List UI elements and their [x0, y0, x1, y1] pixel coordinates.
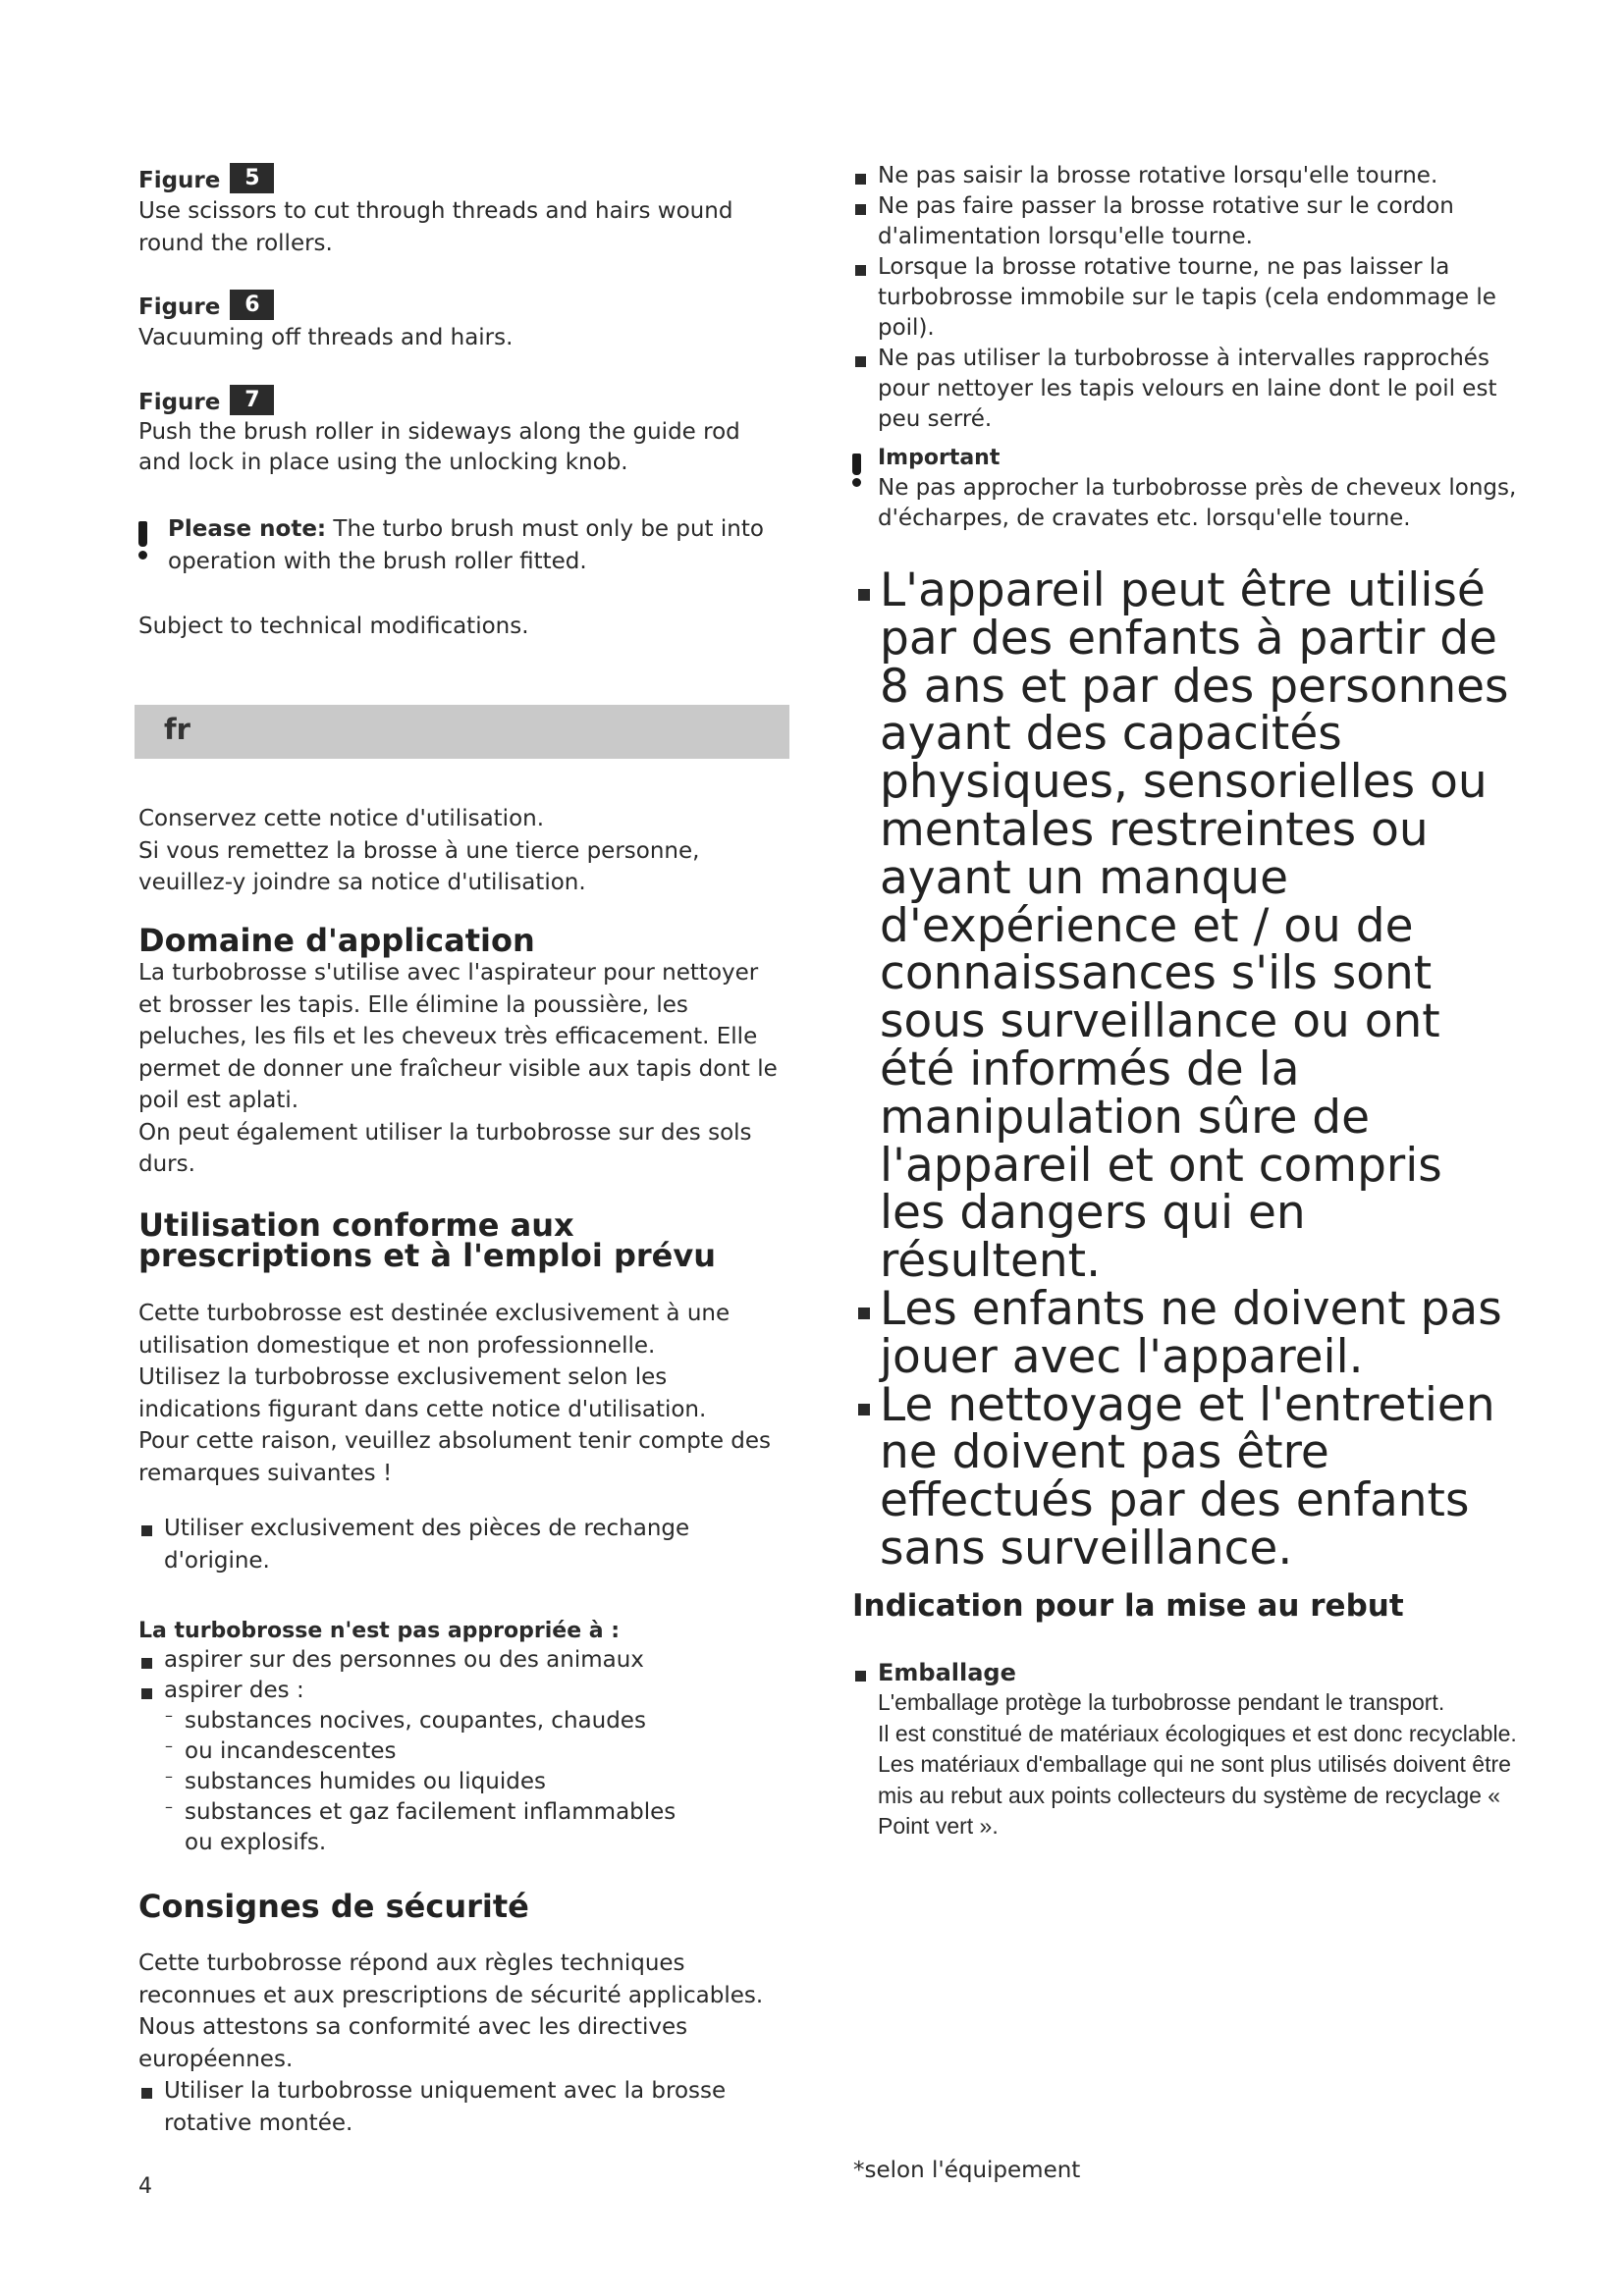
- list-item-text: Utiliser la turbobrosse uniquement avec la brosse rotative montée.: [164, 2078, 727, 2136]
- list-item: [852, 252, 1520, 344]
- bullet-square-icon: [852, 1658, 878, 1687]
- bullet-square-icon: [138, 1645, 164, 1676]
- figure-6-text: Vacuuming off threads and hairs.: [138, 325, 514, 350]
- page-number: 4: [138, 2174, 152, 2199]
- important-content: [878, 444, 1520, 534]
- bullet-square-icon: [852, 344, 878, 435]
- list-item-text: Utiliser exclusivement des pièces de rechange d'origine.: [164, 1516, 690, 1574]
- section-title: Indication pour la mise au rebut: [852, 1588, 1404, 1624]
- domaine-paragraph-2: On peut également utiliser la turbobrosse sur des sols durs.: [138, 1119, 752, 1177]
- dash-marker: –: [165, 1767, 173, 1786]
- intro-line-2: Si vous remettez la brosse à une tierce personne, veuillez-y joindre sa notice d'utilisation.: [138, 837, 700, 895]
- figure-label-text: Figure: [138, 168, 221, 193]
- safety-bullets: [852, 161, 1520, 435]
- please-note-text: [168, 513, 777, 577]
- please-note-block: [135, 513, 786, 577]
- dash-marker: –: [165, 1797, 173, 1816]
- list-item: [852, 1658, 1520, 1687]
- dash-marker: –: [165, 1736, 173, 1755]
- section-domaine: [138, 922, 786, 1181]
- figure-5-text: Use scissors to cut through threads and hairs wound round the rollers.: [138, 198, 733, 256]
- important-title: Important: [878, 446, 1001, 470]
- dash-item: [138, 1736, 786, 1767]
- utilisation-paragraph-3: Pour cette raison, veuillez absolument tenir compte des remarques suivantes !: [138, 1428, 772, 1486]
- please-note-body: The turbo brush must only be put into operation with the brush roller fitted.: [168, 516, 764, 574]
- list-item-text: aspirer sur des personnes ou des animaux: [164, 1647, 644, 1673]
- footnote: *selon l'équipement: [853, 2158, 1081, 2183]
- section-subtitle: La turbobrosse n'est pas appropriée à :: [138, 1619, 621, 1643]
- bullet-square-icon: [852, 1286, 880, 1382]
- figure-number-badge: 5: [230, 163, 274, 193]
- figure-5-label: [138, 163, 786, 195]
- please-note-label: Please note:: [168, 516, 327, 542]
- dash-item-text: ou incandescentes: [185, 1738, 397, 1764]
- list-item: [852, 563, 1520, 1289]
- list-item: [852, 191, 1520, 252]
- list-item-text: L'appareil peut être utilisé par des enfants à partir de 8 ans et par des personnes ayant des capacités physiques, sensorielles ou mentales restreintes ou ayant un manque d'expérience et / ou de connaissances s'ils sont sous surveillance ou ont été informés de la manipulation sûre de l'appareil et ont compris les dangers qui en résultent.: [880, 563, 1509, 1289]
- big-warning-list: [852, 563, 1520, 1575]
- figure-label-text: Figure: [138, 390, 221, 415]
- domaine-paragraph-1: La turbobrosse s'utilise avec l'aspirateur pour nettoyer et brosser les tapis. Elle élimine la poussière, les peluches, les fils et les cheveux très efficacement. Elle permet de donner une fraîcheur visible aux tapis dont le poil est aplati.: [138, 960, 778, 1113]
- section-non-appropriee: [138, 1618, 786, 1858]
- utilisation-paragraph-1: Cette turbobrosse est destinée exclusivement à une utilisation domestique et non professionnelle.: [138, 1301, 731, 1359]
- emballage-paragraph-3: Les matériaux d'emballage qui ne sont plus utilisés doivent être mis au rebut aux points collecteurs du système de recyclage « Point vert ».: [878, 1751, 1511, 1839]
- dash-item: [138, 1706, 786, 1736]
- utilisation-paragraph-2: Utilisez la turbobrosse exclusivement selon les indications figurant dans cette notice d'utilisation.: [138, 1364, 707, 1422]
- section-rebut: [852, 1588, 1520, 1842]
- figure-5-block: [138, 163, 786, 259]
- bullet-square-icon: [852, 1382, 880, 1574]
- section-title: Domaine d'application: [138, 922, 535, 959]
- emballage-paragraph-2: Il est constitué de matériaux écologiques et est donc recyclable.: [878, 1720, 1517, 1746]
- figure-number-badge: 7: [230, 385, 274, 415]
- list-item-text: aspirer des :: [164, 1678, 304, 1703]
- figure-7-text: Push the brush roller in sideways along the guide rod and lock in place using the unlocking knob.: [138, 419, 740, 475]
- list-item-text: Ne pas faire passer la brosse rotative sur le cordon d'alimentation lorsqu'elle tourne.: [878, 193, 1454, 249]
- dash-item-text: substances et gaz facilement inflammables ou explosifs.: [185, 1799, 677, 1855]
- exclamation-icon: [135, 513, 168, 577]
- bullet-square-icon: [852, 161, 878, 191]
- dash-item: [138, 1797, 786, 1858]
- bullet-square-icon: [852, 252, 878, 344]
- intro-line-1: Conservez cette notice d'utilisation.: [138, 806, 545, 831]
- figure-number-badge: 6: [230, 290, 274, 320]
- bullet-square-icon: [138, 1676, 164, 1706]
- figure-6-label: [138, 290, 786, 322]
- section-title: Utilisation conforme aux prescriptions et à l'emploi prévu: [138, 1206, 716, 1274]
- list-item: [138, 2075, 786, 2139]
- language-code: fr: [164, 713, 190, 746]
- dash-item-text: substances nocives, coupantes, chaudes: [185, 1708, 646, 1734]
- consignes-paragraph-2: Nous attestons sa conformité avec les directives européennes.: [138, 2014, 688, 2072]
- list-item: [138, 1676, 786, 1706]
- list-item-text: Les enfants ne doivent pas jouer avec l'appareil.: [880, 1281, 1502, 1384]
- list-item: [852, 1377, 1520, 1575]
- figure-6-block: [138, 290, 786, 354]
- emballage-title: Emballage: [878, 1659, 1016, 1686]
- bullet-square-icon: [138, 2075, 164, 2139]
- important-block: [848, 444, 1520, 534]
- bullet-square-icon: [852, 191, 878, 252]
- list-item: [138, 1513, 786, 1576]
- subject-to-modifications: Subject to technical modifications.: [138, 614, 529, 639]
- emballage-text: [852, 1687, 1520, 1842]
- list-item-text: Ne pas utiliser la turbobrosse à intervalles rapprochés pour nettoyer les tapis velours en laine dont le poil est peu serré.: [878, 346, 1497, 432]
- section-utilisation: [138, 1206, 786, 1576]
- list-item-text: Ne pas saisir la brosse rotative lorsqu'elle tourne.: [878, 163, 1438, 188]
- section-consignes: [138, 1888, 786, 2139]
- section-title: Consignes de sécurité: [138, 1888, 529, 1925]
- emballage-paragraph-1: L'emballage protège la turbobrosse pendant le transport.: [878, 1689, 1445, 1715]
- dash-item-text: substances humides ou liquides: [185, 1769, 546, 1794]
- list-item: [852, 1281, 1520, 1384]
- figure-7-label: [138, 385, 786, 417]
- figure-label-text: Figure: [138, 294, 221, 320]
- dash-marker: –: [165, 1706, 173, 1725]
- list-item: [138, 1645, 786, 1676]
- list-item-text: Le nettoyage et l'entretien ne doivent pas être effectués par des enfants sans surveillance.: [880, 1377, 1495, 1575]
- intro-block: [138, 803, 786, 899]
- bullet-square-icon: [138, 1513, 164, 1576]
- list-item: [852, 161, 1520, 191]
- bullet-square-icon: [852, 567, 880, 1286]
- dash-item: [138, 1767, 786, 1797]
- consignes-paragraph-1: Cette turbobrosse répond aux règles techniques reconnues et aux prescriptions de sécurité applicables.: [138, 1950, 764, 2008]
- language-section-bar: [135, 705, 789, 759]
- list-item-text: Lorsque la brosse rotative tourne, ne pas laisser la turbobrosse immobile sur le tapis (cela endommage le poil).: [878, 254, 1496, 341]
- list-item: [852, 344, 1520, 435]
- important-text: Ne pas approcher la turbobrosse près de cheveux longs, d'écharpes, de cravates etc. lorsqu'elle tourne.: [878, 475, 1517, 531]
- figure-7-block: [138, 385, 786, 478]
- exclamation-icon: [848, 444, 878, 534]
